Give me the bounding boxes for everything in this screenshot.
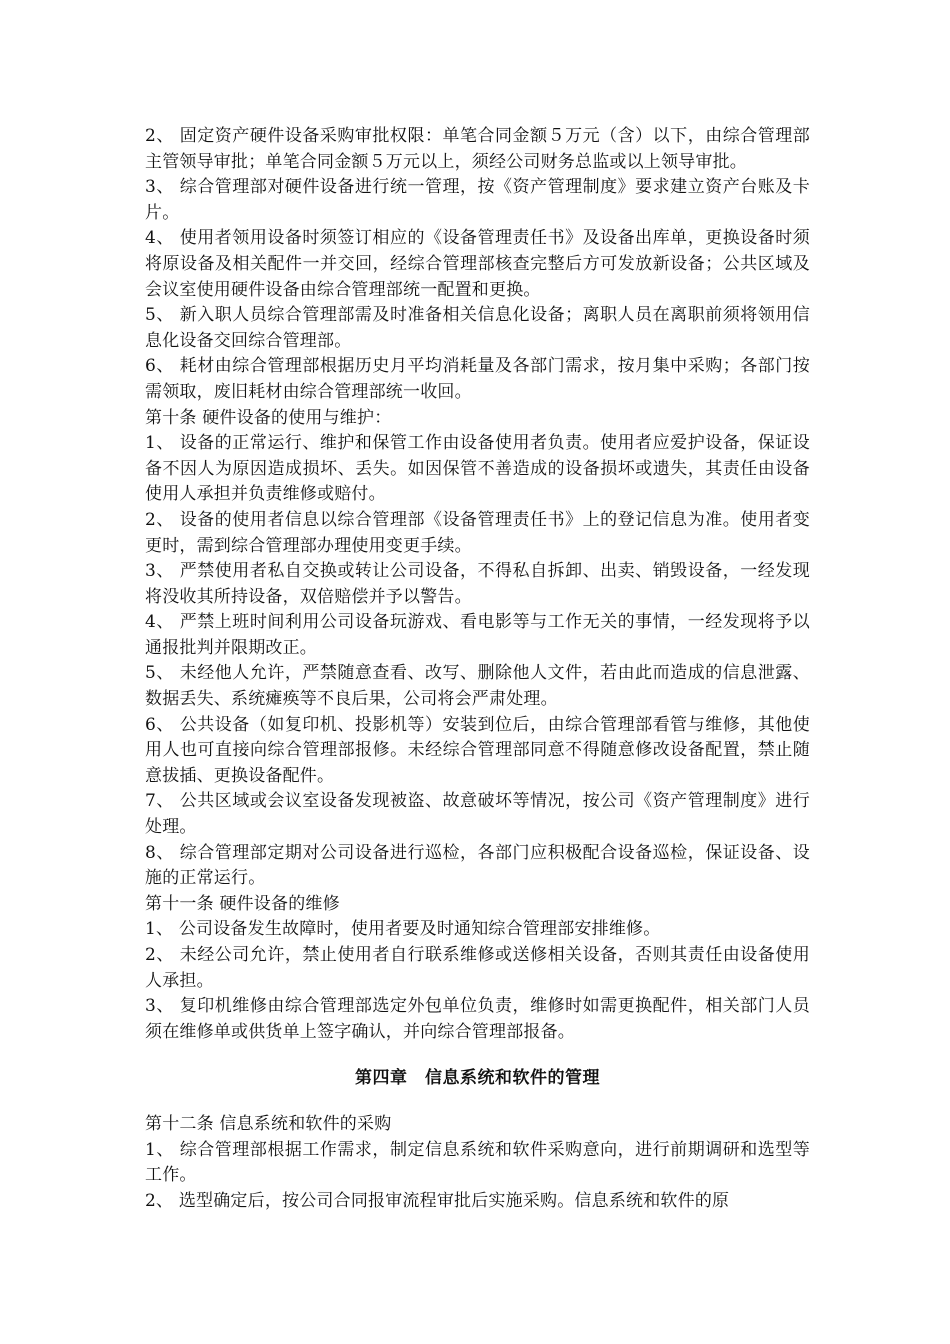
document-body <box>145 124 810 1214</box>
article-10-heading: 第十条 硬件设备的使用与维护： <box>145 407 392 428</box>
chapter-4-title: 第四章 信息系统和软件的管理 <box>355 1068 600 1089</box>
article-10-item: 8、 综合管理部定期对公司设备进行巡检，各部门应积极配合设备巡检，保证设备、设施的正常运行。 <box>145 842 810 889</box>
article-10-item: 1、 设备的正常运行、维护和保管工作由设备使用者负责。使用者应爱护设备，保证设备不因人为原因造成损坏、丢失。如因保管不善造成的设备损坏或遗失，其责任由设备使用人承担并负责维修或赔付。 <box>145 433 810 505</box>
article-11-item: 3、 复印机维修由综合管理部选定外包单位负责，维修时如需更换配件，相关部门人员须在维修单或供货单上签字确认，并向综合管理部报备。 <box>145 996 810 1042</box>
article-10-item: 7、 公共区域或会议室设备发现被盗、故意破坏等情况，按公司《资产管理制度》进行处理。 <box>145 791 810 838</box>
article-12-heading: 第十二条 信息系统和软件的采购 <box>145 1113 392 1134</box>
article-10-item: 6、 公共设备（如复印机、投影机等）安装到位后，由综合管理部看管与维修，其他使用人也可直接向综合管理部报修。未经综合管理部同意不得随意修改设备配置，禁止随意拔插、更换设备配件。 <box>145 714 810 786</box>
approval-authority-item: 2、 固定资产硬件设备采购审批权限：单笔合同金额５万元（含）以下，由综合管理部主管领导审批；单笔合同金额５万元以上，须经公司财务总监或以上领导审批。 <box>145 126 810 172</box>
article-10-item: 3、 严禁使用者私自交换或转让公司设备，不得私自拆卸、出卖、销毁设备，一经发现将没收其所持设备，双倍赔偿并予以警告。 <box>145 561 810 607</box>
article-12-item: 2、 选型确定后，按公司合同报审流程审批后实施采购。信息系统和软件的原 <box>145 1190 730 1211</box>
article-11-heading: 第十一条 硬件设备的维修 <box>145 893 340 914</box>
equipment-issuance-item: 4、 使用者领用设备时须签订相应的《设备管理责任书》及设备出库单，更换设备时须将原设备及相关配件一并交回，经综合管理部核查完整后方可发放新设备；公共区域及会议室使用硬件设备由综合管理部统一配置和更换。 <box>145 228 810 300</box>
article-12-item: 1、 综合管理部根据工作需求，制定信息系统和软件采购意向，进行前期调研和选型等工作。 <box>145 1139 810 1186</box>
article-10-item: 2、 设备的使用者信息以综合管理部《设备管理责任书》上的登记信息为准。使用者变更时，需到综合管理部办理使用变更手续。 <box>145 509 810 556</box>
article-10-item: 5、 未经他人允许，严禁随意查看、改写、删除他人文件，若由此而造成的信息泄露、数据丢失、系统瘫痪等不良后果，公司将会严肃处理。 <box>145 663 810 710</box>
article-11-item: 2、 未经公司允许，禁止使用者自行联系维修或送修相关设备，否则其责任由设备使用人承担。 <box>145 945 810 991</box>
article-10-item: 4、 严禁上班时间利用公司设备玩游戏、看电影等与工作无关的事情，一经发现将予以通报批判并限期改正。 <box>145 612 810 658</box>
unified-management-item: 3、 综合管理部对硬件设备进行统一管理，按《资产管理制度》要求建立资产台账及卡片。 <box>145 177 810 223</box>
article-11-item: 1、 公司设备发生故障时，使用者要及时通知综合管理部安排维修。 <box>145 919 661 940</box>
onboarding-offboarding-item: 5、 新入职人员综合管理部需及时准备相关信息化设备；离职人员在离职前须将领用信息化设备交回综合管理部。 <box>145 305 810 351</box>
consumables-item: 6、 耗材由综合管理部根据历史月平均消耗量及各部门需求，按月集中采购；各部门按需领取，废旧耗材由综合管理部统一收回。 <box>145 356 810 402</box>
